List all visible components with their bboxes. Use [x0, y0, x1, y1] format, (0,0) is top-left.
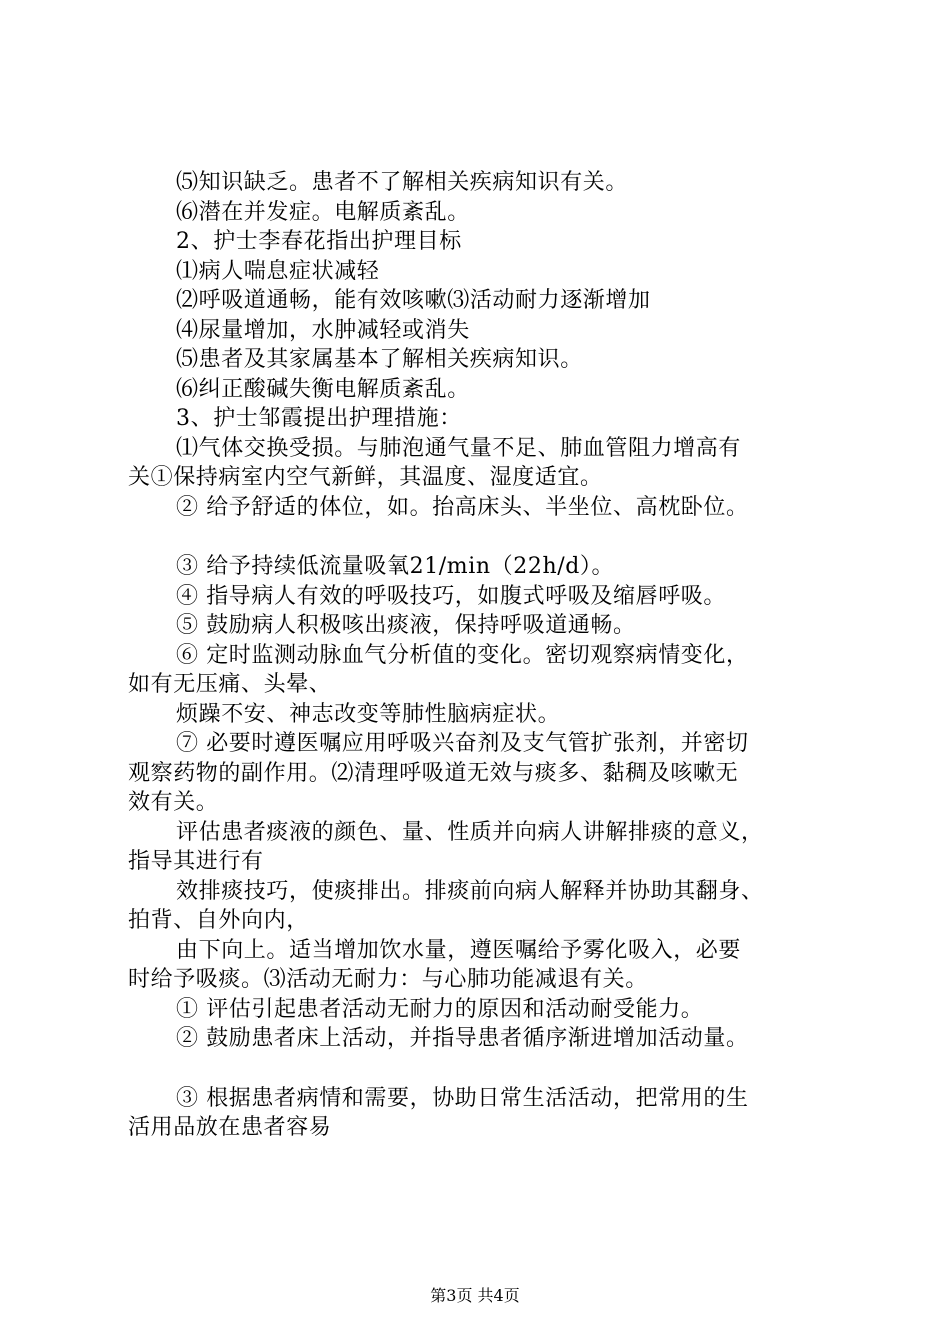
text-line: ⑦ 必要时遵医嘱应用呼吸兴奋剂及支气管扩张剂，并密切	[176, 731, 749, 756]
blank-gap	[128, 1054, 838, 1084]
text-line: ① 评估引起患者活动无耐力的原因和活动耐受能力。	[176, 996, 704, 1022]
text-line: 效排痰技巧，使痰排出。排痰前向病人解释并协助其翻身、	[176, 878, 764, 904]
blank-gap	[128, 522, 838, 552]
text-line: ⑥ 定时监测动脉血气分析值的变化。密切观察病情变化，	[176, 642, 749, 668]
text-line: ⑴气体交换受损。与肺泡通气量不足、肺血管阻力增高有	[176, 435, 742, 461]
text-line: 观察药物的副作用。⑵清理呼吸道无效与痰多、黏稠及咳嗽无	[128, 760, 739, 786]
page-number: 第3页 共4页	[430, 1286, 520, 1305]
text-line: 关①保持病室内空气新鲜，其温度、湿度适宜。	[128, 465, 603, 490]
text-line: ③ 根据患者病情和需要，协助日常生活活动，把常用的生	[176, 1085, 749, 1111]
text-line: 烦躁不安、神志改变等肺性脑病症状。	[176, 701, 561, 727]
text-line: ③ 给予持续低流量吸氧21/min（22h/d）。	[176, 554, 615, 579]
text-line: ⑸患者及其家属基本了解相关疾病知识。	[176, 347, 583, 372]
text-line: 由下向上。适当增加饮水量，遵医嘱给予雾化吸入，必要	[176, 937, 742, 963]
text-line: ⑴病人喘息症状减轻	[176, 258, 380, 284]
text-line: 如有无压痛、头晕、	[128, 672, 332, 697]
text-line: ⑸知识缺乏。患者不了解相关疾病知识有关。	[176, 170, 629, 195]
section-heading: 2、护士李春花指出护理目标	[176, 229, 462, 254]
text-line: 效有关。	[128, 790, 219, 815]
text-line: ⑹潜在并发症。电解质紊乱。	[176, 199, 470, 225]
text-line: ② 鼓励患者床上活动，并指导患者循序渐进增加活动量。	[176, 1026, 749, 1051]
text-line: ⑵呼吸道通畅，能有效咳嗽⑶活动耐力逐渐增加	[176, 288, 651, 313]
text-line: ② 给予舒适的体位，如。抬高床头、半坐位、高枕卧位。	[176, 494, 749, 520]
text-line: 评估患者痰液的颜色、量、性质并向病人讲解排痰的意义，	[176, 819, 764, 845]
text-line: 时给予吸痰。⑶活动无耐力：与心肺功能减退有关。	[128, 967, 648, 992]
section-heading: 3、护士邹霞提出护理措施：	[176, 406, 462, 431]
text-line: ④ 指导病人有效的呼吸技巧，如腹式呼吸及缩唇呼吸。	[176, 583, 726, 609]
text-line: ⑤ 鼓励病人积极咳出痰液，保持呼吸道通畅。	[176, 613, 636, 638]
text-line: 拍背、自外向内，	[128, 908, 309, 933]
text-line: 活用品放在患者容易	[128, 1115, 332, 1140]
document-body	[128, 168, 838, 1143]
text-line: ⑷尿量增加，水肿减轻或消失	[176, 317, 470, 343]
text-line: ⑹纠正酸碱失衡电解质紊乱。	[176, 376, 470, 402]
text-line: 指导其进行有	[128, 849, 264, 874]
